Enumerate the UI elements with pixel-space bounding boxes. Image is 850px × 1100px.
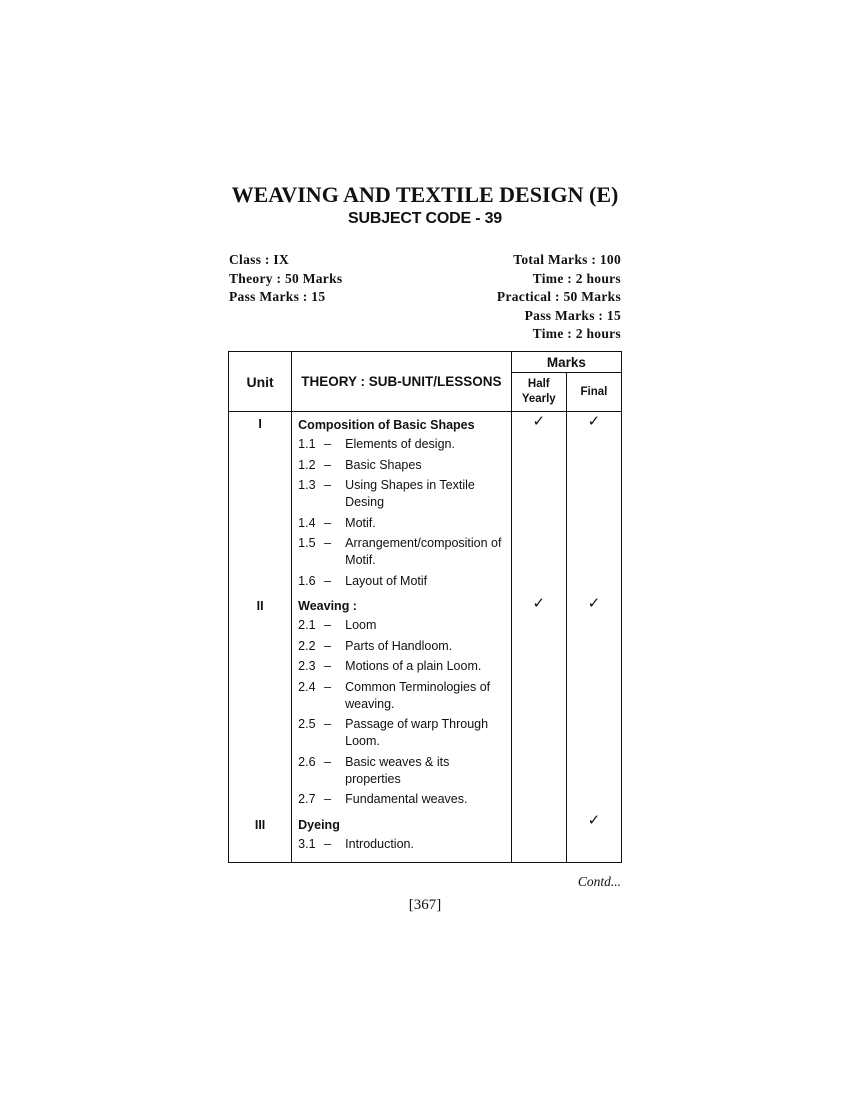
unit-title: Composition of Basic Shapes	[298, 418, 475, 432]
header-final: Final	[566, 373, 621, 412]
check-mark-icon: ✓	[532, 412, 546, 430]
check-mark-icon: ✓	[587, 811, 601, 829]
lesson-dash: –	[324, 754, 332, 769]
lesson-item	[298, 754, 505, 788]
lesson-text: Introduction.	[345, 836, 414, 851]
subject-code: SUBJECT CODE - 39	[348, 210, 502, 227]
lesson-dash: –	[324, 618, 332, 632]
lesson-number: 1.2	[298, 457, 316, 472]
lesson-item	[298, 716, 505, 750]
lesson-text: Layout of Motif	[345, 573, 428, 588]
lesson-number: 3.1	[298, 836, 316, 851]
unit-number: II	[256, 599, 264, 613]
lesson-dash: –	[324, 717, 332, 731]
lesson-item	[298, 617, 505, 634]
lesson-number: 2.5	[298, 717, 316, 731]
header-theory: THEORY : SUB-UNIT/LESSONS	[292, 352, 512, 412]
lesson-item	[298, 515, 505, 532]
header-marks: Marks	[511, 352, 621, 373]
lesson-item	[298, 836, 505, 853]
lesson-dash: –	[324, 679, 332, 694]
lesson-item	[298, 436, 505, 453]
lesson-item	[298, 679, 505, 713]
header-unit: Unit	[229, 352, 292, 412]
lesson-dash: –	[324, 659, 332, 673]
header-half-yearly	[511, 373, 566, 412]
lesson-dash: –	[324, 836, 332, 851]
lesson-item	[298, 457, 505, 474]
practical-pass-marks: Pass Marks : 15	[524, 307, 621, 323]
final-column	[566, 412, 621, 863]
continued-label: Contd...	[577, 874, 621, 889]
lesson-dash: –	[324, 457, 332, 472]
lesson-item	[298, 477, 505, 511]
lesson-dash: –	[324, 536, 332, 550]
lesson-text: Parts of Handloom.	[345, 638, 453, 653]
lesson-text: Loom	[345, 618, 377, 632]
check-mark-icon: ✓	[587, 594, 601, 612]
lesson-dash: –	[324, 515, 332, 530]
syllabus-table	[228, 351, 622, 863]
lesson-number: 1.3	[298, 478, 316, 492]
lesson-number: 1.6	[298, 573, 316, 588]
theory-time: Time : 2 hours	[532, 270, 621, 286]
unit-column	[229, 412, 292, 863]
lesson-item	[298, 573, 505, 590]
lesson-text: Basic weaves & its properties	[345, 754, 450, 786]
lesson-text: Arrangement/composition of Motif.	[345, 536, 502, 567]
lesson-text: Motif.	[345, 515, 376, 530]
lesson-number: 1.5	[298, 536, 316, 550]
lessons-column	[292, 412, 512, 863]
page-number: [367]	[408, 897, 442, 913]
header-half-yearly-label: Half Yearly	[521, 378, 556, 405]
lesson-number: 1.1	[298, 437, 316, 451]
lesson-item	[298, 658, 505, 675]
check-mark-icon: ✓	[587, 412, 601, 430]
pass-marks: Pass Marks : 15	[229, 289, 326, 304]
lesson-text: Using Shapes in Textile Desing	[345, 478, 475, 509]
lesson-dash: –	[324, 792, 332, 806]
lesson-dash: –	[324, 573, 332, 588]
lesson-text: Elements of design.	[345, 437, 455, 451]
info-right	[420, 251, 621, 344]
lesson-number: 2.3	[298, 659, 316, 673]
unit-number: I	[258, 417, 262, 431]
half-yearly-column	[511, 412, 566, 863]
lesson-text: Motions of a plain Loom.	[345, 659, 482, 673]
lesson-dash: –	[324, 638, 332, 653]
lesson-number: 1.4	[298, 515, 316, 530]
lesson-text: Passage of warp Through Loom.	[345, 717, 489, 748]
practical-marks: Practical : 50 Marks	[496, 289, 621, 304]
lesson-text: Basic Shapes	[345, 457, 422, 472]
practical-time: Time : 2 hours	[532, 326, 621, 341]
lesson-text: Fundamental weaves.	[345, 792, 468, 806]
theory-marks: Theory : 50 Marks	[229, 270, 343, 286]
lesson-number: 2.1	[298, 618, 316, 632]
document-title: WEAVING AND TEXTILE DESIGN (E)	[231, 182, 619, 207]
total-marks: Total Marks : 100	[513, 252, 621, 267]
check-mark-icon: ✓	[532, 594, 546, 612]
lesson-text: Common Terminologies of weaving.	[345, 679, 491, 711]
info-left	[229, 251, 342, 307]
class-label: Class : IX	[229, 252, 290, 267]
lesson-number: 2.7	[298, 792, 316, 806]
unit-title: Dyeing	[298, 817, 340, 832]
lesson-number: 2.4	[298, 679, 316, 694]
unit-number: III	[254, 818, 266, 832]
lesson-item	[298, 791, 505, 808]
lesson-item	[298, 535, 505, 569]
lesson-number: 2.6	[298, 754, 316, 769]
lesson-number: 2.2	[298, 638, 316, 653]
unit-title: Weaving :	[298, 599, 357, 613]
lesson-item	[298, 638, 505, 655]
lesson-dash: –	[324, 437, 332, 451]
lesson-dash: –	[324, 478, 332, 492]
